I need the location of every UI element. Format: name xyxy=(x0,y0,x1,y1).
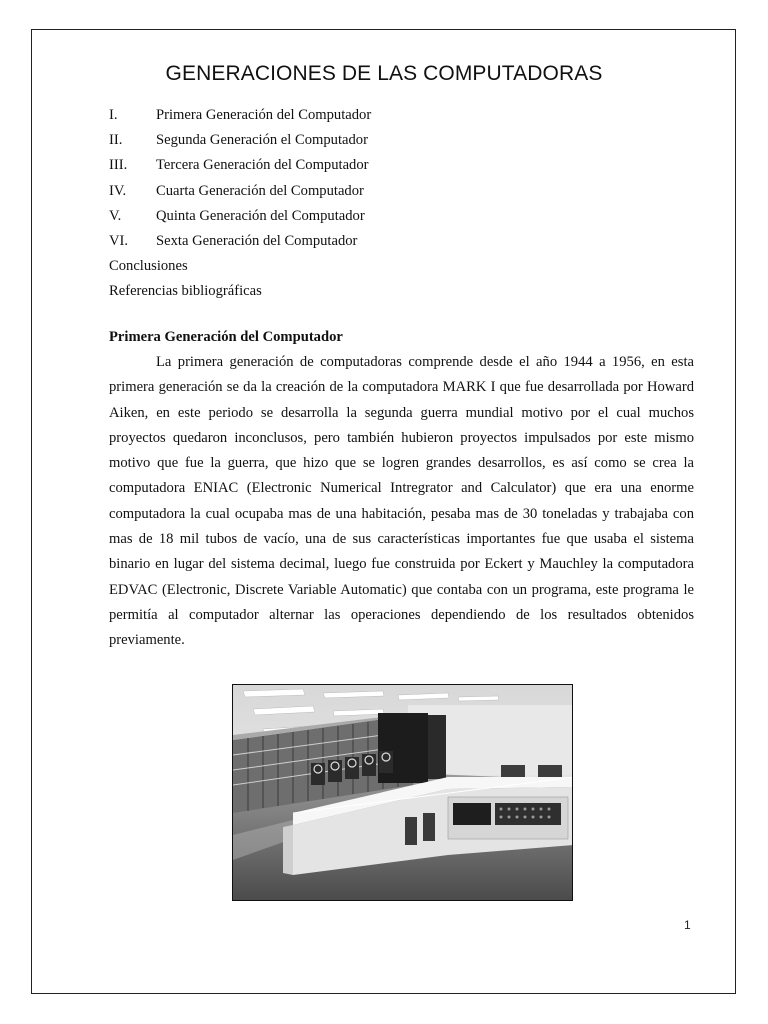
section-heading: Primera Generación del Computador xyxy=(109,329,343,345)
toc-item xyxy=(109,128,699,153)
toc-item xyxy=(109,229,699,254)
document-title: GENERACIONES DE LAS COMPUTADORAS xyxy=(165,62,603,85)
toc-item-label: Tercera Generación del Computador xyxy=(156,157,369,174)
toc-item-label: Primera Generación del Computador xyxy=(156,107,372,123)
toc-item-label: Sexta Generación del Computador xyxy=(156,233,358,250)
toc-item-number: III. xyxy=(109,157,128,174)
toc-conclusions: Conclusiones xyxy=(109,258,188,275)
page-number: 1 xyxy=(684,918,691,932)
table-of-contents xyxy=(109,103,699,305)
toc-item-number: IV. xyxy=(109,182,127,199)
toc-item xyxy=(109,204,699,229)
toc-item-number: VI. xyxy=(109,233,129,250)
toc-item-number: I. xyxy=(109,107,118,123)
toc-references: Referencias bibliográficas xyxy=(109,283,262,300)
eniac-photo xyxy=(232,684,573,901)
toc-item-label: Cuarta Generación del Computador xyxy=(156,182,364,199)
toc-item xyxy=(109,103,699,128)
toc-item-label: Segunda Generación el Computador xyxy=(156,132,368,149)
body-paragraph: La primera generación de computadoras comprende desde el año 1944 a 1956, en esta primera generación se da la creación de la computadora MARK I que fue desarrollada por Howard Aiken, en este periodo se desarrolla la segunda guerra mundial motivo por el cual muchos proyectos quedaron inconclusos, pero también hubieron proyectos impulsados por este mismo motivo que fue la guerra, que hizo que se logren grandes desarrollos, es así como se crea la computadora ENIAC (Electronic Numerical Intregrator and Calculator) que era una enorme computadora la cual ocupaba mas de una habitación, pesaba mas de 30 toneladas y trabajaba con mas de 18 mil tubos de vacío, una de sus características importantes fue que usaba el sistema binario en lugar del sistema decimal, luego fue construida por Eckert y Mauchley la computadora EDVAC (Electronic, Discrete Variable Automatic) que contaba con un programa, este programa le permitía al computador alternar las operaciones dependiendo de los resultados obtenidos previamente. xyxy=(109,354,694,649)
toc-item-label: Quinta Generación del Computador xyxy=(156,207,365,224)
toc-item xyxy=(109,153,699,178)
toc-item-number: II. xyxy=(109,132,123,149)
toc-item xyxy=(109,179,699,204)
toc-item-number: V. xyxy=(109,207,122,224)
